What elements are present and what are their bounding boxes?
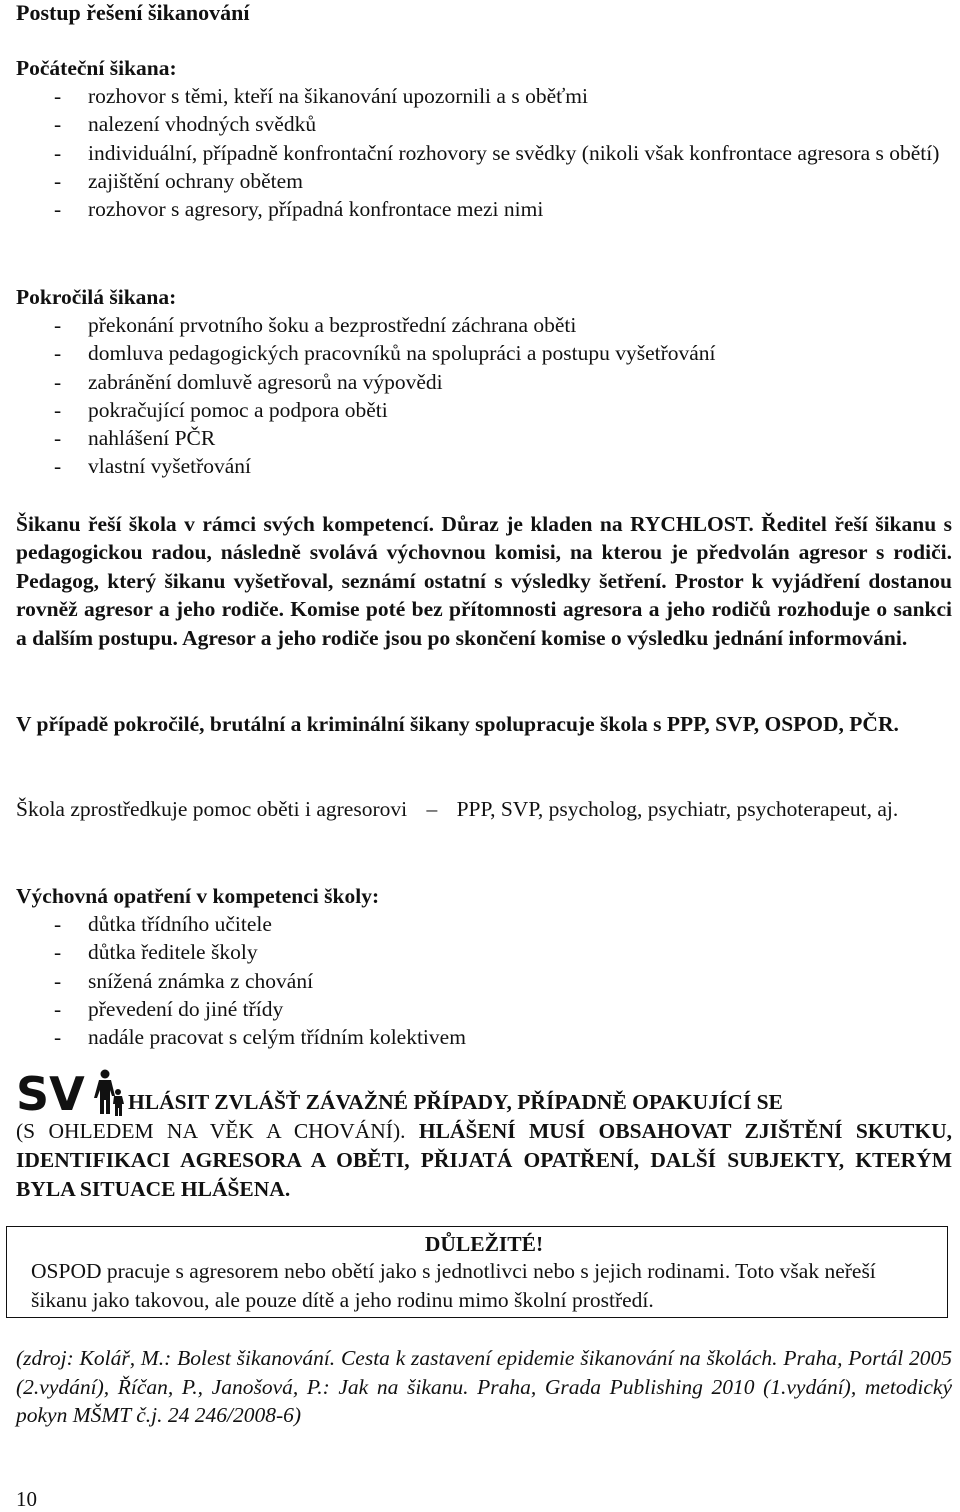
list-item: - zabránění domluvě agresorů na výpovědi bbox=[54, 369, 443, 394]
adult-child-silhouette-icon bbox=[94, 1070, 124, 1117]
measures-heading: Výchovná opatření v kompetenci školy: bbox=[16, 884, 380, 908]
initial-heading: Počáteční šikana: bbox=[16, 56, 177, 80]
important-notice-box bbox=[6, 1226, 948, 1318]
sv-logo bbox=[16, 1068, 128, 1116]
list-item: - překonání prvotního šoku a bezprostřední záchrana oběti bbox=[54, 313, 577, 337]
list-item: - nahlášení PČR bbox=[54, 426, 216, 451]
list-item: - snížená známka z chování bbox=[54, 968, 314, 993]
list-item: - vlastní vyšetřování bbox=[54, 454, 252, 479]
advanced-list bbox=[16, 311, 952, 481]
list-item: - důtka třídního učitele bbox=[54, 912, 272, 936]
report-text: (S OHLEDEM NA VĚK A CHOVÁNÍ). HLÁŠENÍ MUSÍ OBSAHOVAT ZJIŠTĚNÍ SKUTKU, IDENTIFIKACI AGRESORA A OBĚTI, PŘIJATÁ OPATŘENÍ, DALŠÍ SUBJEKTY, KTERÝM BYLA SITUACE HLÁŠENA. bbox=[16, 1119, 953, 1201]
measures-list bbox=[16, 910, 952, 1051]
report-heading: HLÁSIT ZVLÁŠŤ ZÁVAŽNÉ PŘÍPADY, PŘÍPADNĚ OPAKUJÍCÍ SE bbox=[128, 1090, 783, 1114]
advanced-heading: Pokročilá šikana: bbox=[16, 285, 177, 309]
initial-list bbox=[16, 82, 952, 223]
list-item: - pokračující pomoc a podpora oběti bbox=[54, 397, 388, 422]
help-paragraph: Škola zprostředkuje pomoc oběti i agresorovi – PPP, SVP, psycholog, psychiatr, psychoterapeut, aj. bbox=[16, 797, 899, 821]
list-item: - domluva pedagogických pracovníků na spolupráci a postupu vyšetřování bbox=[54, 341, 716, 366]
cooperation-paragraph: V případě pokročilé, brutální a kriminální šikany spolupracuje škola s PPP, SVP, OSPOD, PČR. bbox=[16, 712, 899, 736]
list-item: - rozhovor s těmi, kteří na šikanování upozornili a s oběťmi bbox=[54, 84, 588, 108]
notice-title: DŮLEŽITÉ! bbox=[424, 1232, 544, 1256]
list-item: - individuální, případně konfrontační rozhovory se svědky (nikoli však konfrontace agresora s obětí) bbox=[54, 140, 940, 165]
report-section bbox=[16, 1068, 952, 1204]
advanced-section bbox=[16, 283, 952, 481]
list-item: - důtka ředitele školy bbox=[54, 940, 258, 965]
list-item: - rozhovor s agresory, případná konfrontace mezi nimi bbox=[54, 197, 544, 222]
source-citation: (zdroj: Kolář, M.: Bolest šikanování. Cesta k zastavení epidemie šikanování na školách. Praha, Portál 2005 (2.vydání), Říčan, P., Janošová, P.: Jak na šikanu. Praha, Grada Publishing 2010 (1.vydání), metodický pokyn MŠMT č.j. 24 246/2008-6) bbox=[16, 1346, 952, 1427]
initial-section bbox=[16, 54, 952, 223]
notice-text: OSPOD pracuje s agresorem nebo obětí jako s jednotlivci nebo s jejich rodinami. Toto však neřeší šikanu jako takovou, ale pouze dítě a jeho rodinu mimo školní prostředí. bbox=[31, 1259, 876, 1312]
sv-logo-text: SV bbox=[16, 1068, 85, 1116]
list-item: - zajištění ochrany obětem bbox=[54, 168, 303, 193]
school-procedure-paragraph: Šikanu řeší škola v rámci svých kompetencí. Důraz je kladen na RYCHLOST. Ředitel řeší šikanu s pedagogickou radou, následně svolává výchovnou komisi, na kterou je předvolán agresor s rodiči. Pedagog, který šikanu vyšetřoval, seznámí ostatní s výsledky šetření. Prostor k vyjádření dostanou rovněž agresor a jeho rodiče. Komise poté bez přítomnosti agresora a jeho rodičů rozhoduje o sankci a dalším postupu. Agresor a jeho rodiče jsou po skončení komise o výsledku jednání informováni. bbox=[16, 512, 952, 650]
list-item: - převedení do jiné třídy bbox=[54, 996, 284, 1021]
list-item: - nadále pracovat s celým třídním kolektivem bbox=[54, 1025, 466, 1050]
measures-section bbox=[16, 882, 952, 1051]
list-item: - nalezení vhodných svědků bbox=[54, 112, 317, 137]
page-title: Postup řešení šikanování bbox=[16, 0, 250, 25]
page-number: 10 bbox=[16, 1487, 37, 1511]
